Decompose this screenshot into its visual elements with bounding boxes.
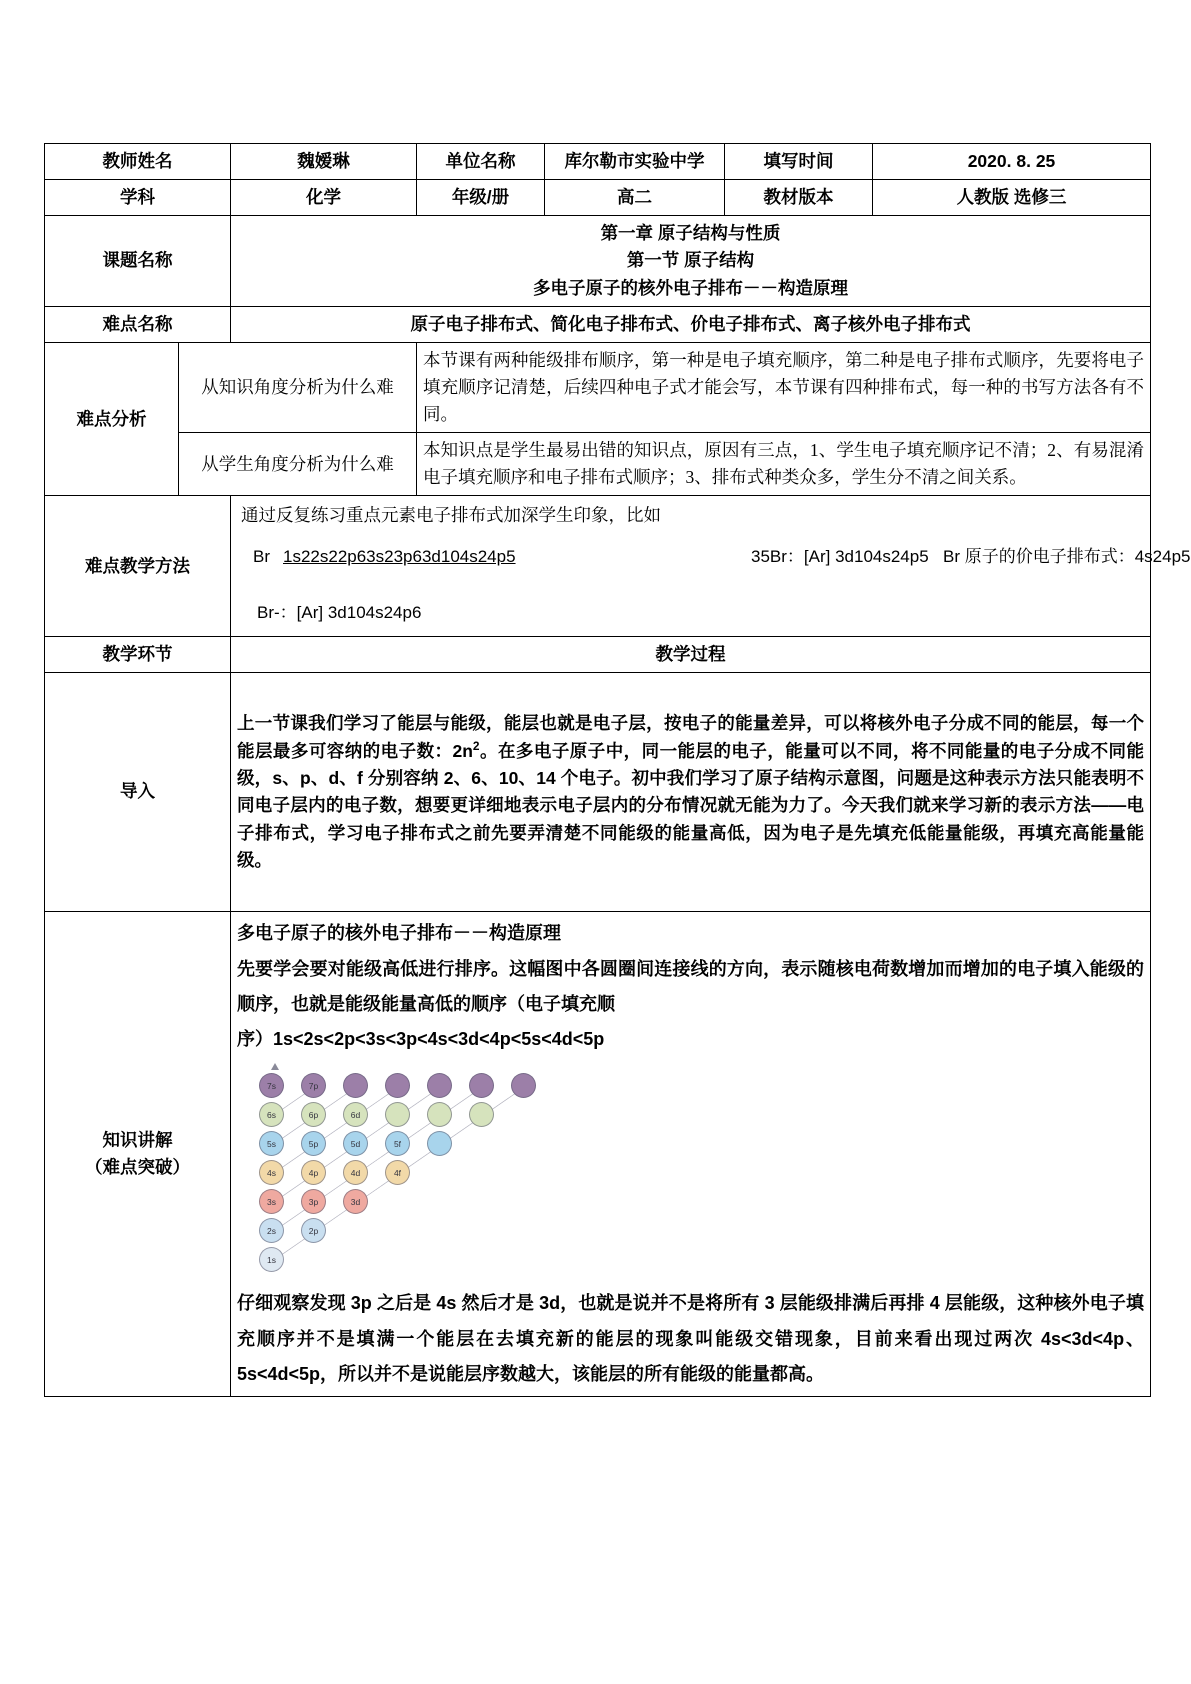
label-textbook-version: 教材版本	[725, 180, 873, 216]
text-knowledge-angle: 本节课有两种能级排布顺序，第一种是电子填充顺序，第二种是电子排布式顺序，先要将电子填充顺序记清楚，后续四种电子式才能会写，本节课有四种排布式，每一种的书写方法各有不同。	[417, 342, 1151, 432]
orbital-4d: 4d	[343, 1160, 368, 1185]
br-configuration-row	[253, 544, 1191, 574]
teaching-method-intro: 通过反复练习重点元素电子排布式加深学生印象，比如	[241, 505, 661, 526]
label-grade: 年级/册	[417, 180, 545, 216]
value-school-name: 库尔勒市实验中学	[545, 144, 725, 180]
orbital-shell-6	[385, 1102, 410, 1127]
orbital-2p: 2p	[301, 1218, 326, 1243]
orbital-6d: 6d	[343, 1102, 368, 1127]
label-subject: 学科	[45, 180, 231, 216]
intro-text-part2: 。在多电子原子中，同一能层的电子，能量可以不同，将不同能量的电子分成不同能级，s、p、d、f 分别容纳 2、6、10、14 个电子。初中我们学习了原子结构示意图，问题是这种表示方法只能表明不同电子层内的电子数，想要更详细地表示电子层内的分布情况就无能为力了。今天我们就来学习新的表示方法——电子排布式，学习电子排布式之前先要弄清楚不同能级的能量高低，因为电子是先填充低能量能级，再填充高能量能级。	[237, 741, 1144, 870]
orbital-shell-7	[343, 1073, 368, 1098]
orbital-shell-7	[427, 1073, 452, 1098]
sub-label-student-angle: 从学生角度分析为什么难	[179, 433, 417, 496]
orbital-shell-6	[469, 1102, 494, 1127]
value-textbook-version: 人教版 选修三	[873, 180, 1151, 216]
orbital-3s: 3s	[259, 1189, 284, 1214]
label-fill-date: 填写时间	[725, 144, 873, 180]
label-knowledge-line2: （难点突破）	[85, 1156, 190, 1177]
heading-teaching-process: 教学过程	[231, 636, 1151, 672]
aufbau-diagram	[245, 1071, 645, 1276]
order-sequence: 1s<2s<2p<3s<3p<4s<3d<4p<5s<4d<5p	[273, 1029, 605, 1050]
table-row-topic	[45, 216, 1151, 306]
value-knowledge-explanation	[231, 911, 1151, 1396]
text-student-angle: 本知识点是学生最易出错的知识点，原因有三点，1、学生电子填充顺序记不清；2、有易混淆电子填充顺序和电子排布式顺序；3、排布式种类众多，学生分不清之间关系。	[417, 433, 1151, 496]
label-knowledge-line1: 知识讲解	[102, 1129, 173, 1150]
label-difficulty-analysis: 难点分析	[45, 342, 179, 496]
br-element-symbol: Br	[253, 546, 270, 566]
label-topic-name: 课题名称	[45, 216, 231, 306]
value-teaching-method	[231, 496, 1191, 636]
knowledge-conclusion: 仔细观察发现 3p 之后是 4s 然后才是 3d，也就是说并不是将所有 3 层能级排满后再排 4 层能级，这种核外电子填充顺序并不是填满一个能层在去填充新的能层的现象叫能级交错现象，目前来看出现过两次 4s<3d<4p、5s<4d<5p，所以并不是说能层序数越大，该能层的所有能级的能量都高。	[237, 1293, 1144, 1384]
orbital-shell-7	[511, 1073, 536, 1098]
orbital-shell-7	[469, 1073, 494, 1098]
orbital-2s: 2s	[259, 1218, 284, 1243]
table-row-analysis-student	[45, 433, 1151, 496]
table-row-teaching-method	[45, 496, 1151, 636]
value-subject: 化学	[231, 180, 417, 216]
aufbau-arrow-head-icon	[271, 1063, 279, 1070]
br-simplified-configuration: 35Br：[Ar] 3d104s24p5	[751, 546, 929, 566]
value-teacher-name: 魏嫒琳	[231, 144, 417, 180]
topic-line-chapter: 第一章 原子结构与性质	[600, 223, 781, 244]
label-school-name: 单位名称	[417, 144, 545, 180]
label-difficulty-name: 难点名称	[45, 306, 231, 342]
orbital-shell-6	[427, 1102, 452, 1127]
table-row-difficulty-name	[45, 306, 1151, 342]
orbital-5d: 5d	[343, 1131, 368, 1156]
br-anion-configuration: Br-：[Ar] 3d104s24p6	[257, 602, 422, 622]
orbital-5s: 5s	[259, 1131, 284, 1156]
orbital-shell-5	[427, 1131, 452, 1156]
orbital-4f: 4f	[385, 1160, 410, 1185]
table-row-knowledge-explanation	[45, 911, 1151, 1396]
label-teaching-stage: 教学环节	[45, 636, 231, 672]
table-row-subject-info	[45, 180, 1151, 216]
sub-label-knowledge-angle: 从知识角度分析为什么难	[179, 342, 417, 432]
table-row-process-header	[45, 636, 1151, 672]
value-topic-name	[231, 216, 1151, 306]
orbital-7s: 7s	[259, 1073, 284, 1098]
orbital-3d: 3d	[343, 1189, 368, 1214]
label-teacher-name: 教师姓名	[45, 144, 231, 180]
label-teaching-method: 难点教学方法	[45, 496, 231, 636]
orbital-3p: 3p	[301, 1189, 326, 1214]
value-difficulty-name: 原子电子排布式、简化电子排布式、价电子排布式、离子核外电子排布式	[231, 306, 1151, 342]
orbital-1s: 1s	[259, 1247, 284, 1272]
table-row-introduction	[45, 672, 1151, 911]
aufbau-diagonal-line	[263, 1084, 403, 1181]
orbital-shell-7	[385, 1073, 410, 1098]
orbital-5f: 5f	[385, 1131, 410, 1156]
orbital-4p: 4p	[301, 1160, 326, 1185]
value-fill-date: 2020. 8. 25	[873, 144, 1151, 180]
orbital-6s: 6s	[259, 1102, 284, 1127]
text-introduction	[231, 672, 1151, 911]
br-full-configuration: 1s22s22p63s23p63d104s24p5	[283, 546, 516, 566]
value-grade: 高二	[545, 180, 725, 216]
knowledge-heading: 多电子原子的核外电子排布－－构造原理	[237, 922, 561, 943]
intro-text-part1: 上一节课我们学习了能层与能级，能层也就是电子层，按电子的能量差异，可以将核外电子分成不同的能层，每一个能层最多可容纳的电子数：2n	[237, 713, 1144, 762]
table-row-analysis-knowledge	[45, 342, 1151, 432]
knowledge-body-text: 先要学会要对能级高低进行排序。这幅图中各圆圈间连接线的方向，表示随核电荷数增加而增加的电子填入能级的顺序，也就是能级能量高低的顺序（电子填充顺	[237, 959, 1144, 1015]
label-introduction: 导入	[45, 672, 231, 911]
topic-line-section: 第一节 原子结构	[626, 250, 755, 271]
br-valence-configuration: Br 原子的价电子排布式：4s24p5	[943, 546, 1191, 566]
orbital-7p: 7p	[301, 1073, 326, 1098]
energy-level-order	[237, 1022, 1144, 1057]
order-prefix: 序）	[237, 1029, 273, 1050]
lesson-plan-table	[44, 143, 1191, 1397]
orbital-4s: 4s	[259, 1160, 284, 1185]
topic-line-subject: 多电子原子的核外电子排布－－构造原理	[533, 277, 848, 298]
intro-superscript: 2	[472, 739, 480, 754]
orbital-5p: 5p	[301, 1131, 326, 1156]
table-row-teacher-info	[45, 144, 1151, 180]
label-knowledge-explanation	[45, 911, 231, 1396]
aufbau-diagonal-line	[263, 1084, 487, 1239]
orbital-6p: 6p	[301, 1102, 326, 1127]
